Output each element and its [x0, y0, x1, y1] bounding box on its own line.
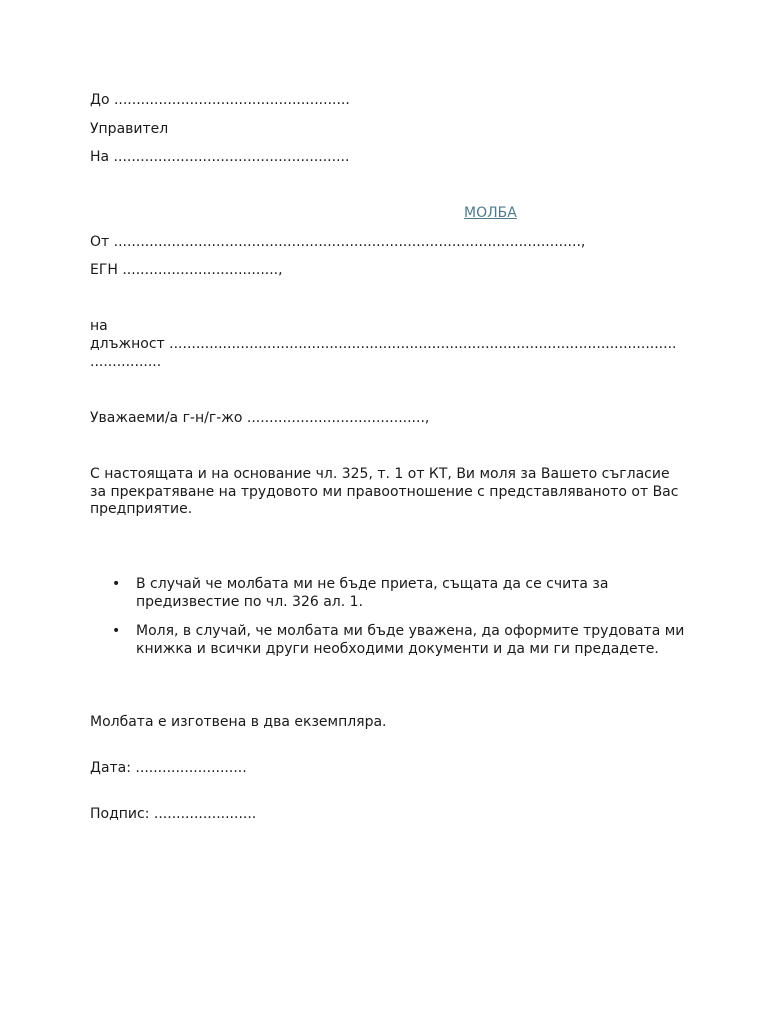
- signature-line: Подпис: .......................: [90, 806, 257, 822]
- position-continuation: ................: [90, 354, 162, 370]
- company-line: На .....................................................: [90, 149, 350, 165]
- date-line: Дата: .........................: [90, 760, 247, 776]
- conditions-list: [90, 576, 690, 670]
- list-item: [90, 576, 690, 611]
- manager-line: Управител: [90, 121, 169, 137]
- greeting-line: Уважаеми/а г-н/г-жо ........................................,: [90, 410, 430, 426]
- list-item-text: Моля, в случай, че молбата ми бъде уважена, да оформите трудовата ми книжка и всички други необходими документи и да ми ги предадете.: [136, 623, 685, 657]
- copies-note: Молбата е изготвена в два екземпляра.: [90, 714, 387, 730]
- document-title-link[interactable]: МОЛБА: [464, 205, 517, 221]
- list-item: [90, 623, 690, 658]
- bullet-icon: •: [112, 623, 121, 639]
- addressee-line: До .....................................................: [90, 92, 350, 108]
- list-item-text: В случай че молбата ми не бъде приета, същата да се счита за предизвестие по чл. 326 ал. 1.: [136, 576, 609, 610]
- position-line: длъжност ..................................................................................................................: [90, 336, 677, 352]
- applicant-from-line: От .........................................................................................................,: [90, 234, 586, 250]
- egn-line: ЕГН ...................................,: [90, 262, 283, 278]
- body-paragraph: С настоящата и на основание чл. 325, т. 1 от КТ, Ви моля за Вашето съгласие за прекратяване на трудовото ми правоотношение с представляваното от Вас предприятие.: [90, 466, 679, 517]
- bullet-icon: •: [112, 576, 121, 592]
- position-label: на: [90, 318, 108, 334]
